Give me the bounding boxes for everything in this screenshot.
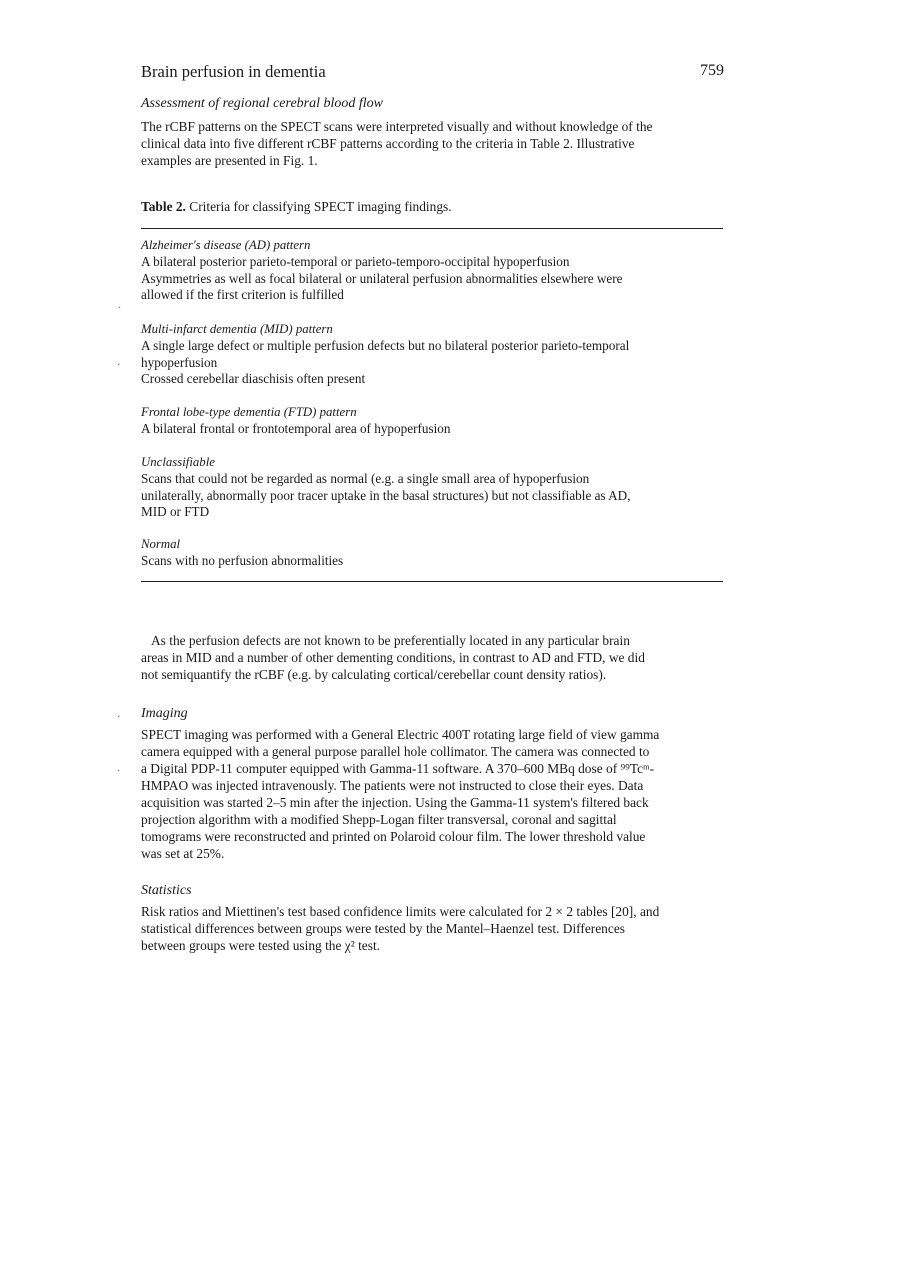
section-heading: Unclassifiable (141, 455, 215, 469)
table-caption-label: Table 2. (141, 199, 186, 214)
imaging-section (141, 706, 723, 862)
scan-speck: · (117, 360, 121, 371)
statistics-line: between groups were tested using the χ² test. (141, 938, 381, 953)
section-heading: Alzheimer's disease (AD) pattern (141, 238, 311, 252)
semiquant-line: areas in MID and a number of other dementing conditions, in contrast to AD and FTD, we did (141, 650, 645, 665)
imaging-line: was set at 25%. (141, 846, 225, 861)
table-caption-text: Criteria for classifying SPECT imaging findings. (189, 199, 452, 214)
imaging-line: camera equipped with a general purpose parallel hole collimator. The camera was connected to (141, 744, 650, 759)
imaging-line: HMPAO was injected intravenously. The patients were not instructed to close their eyes. Data (141, 778, 644, 793)
table-section-mid (141, 321, 723, 388)
running-title: Brain perfusion in dementia (141, 62, 326, 81)
imaging-line: projection algorithm with a modified Shepp-Logan filter transversal, coronal and sagittal (141, 812, 617, 827)
page-number: 759 (700, 62, 724, 79)
table-section-ad (141, 237, 723, 304)
section-line: hypoperfusion (141, 354, 218, 370)
assessment-line: clinical data into five different rCBF patterns according to the criteria in Table 2. Illustrative (141, 136, 635, 151)
scan-speck: · (117, 712, 121, 723)
table-bottom-rule (141, 581, 723, 582)
table-section-ftd (141, 404, 723, 438)
statistics-heading: Statistics (141, 883, 192, 898)
section-line: A bilateral posterior parieto-temporal or parieto-temporo-occipital hypoperfusion (141, 254, 570, 269)
table-top-rule (141, 228, 723, 229)
statistics-line: Risk ratios and Miettinen's test based confidence limits were calculated for 2 × 2 tables [20], and (141, 904, 660, 919)
table-section-unclassifiable (141, 454, 723, 521)
section-heading: Normal (141, 537, 181, 551)
table-section-normal (141, 536, 723, 570)
imaging-line: tomograms were reconstructed and printed on Polaroid colour film. The lower threshold value (141, 829, 646, 844)
section-heading: Frontal lobe-type dementia (FTD) pattern (141, 405, 357, 419)
imaging-line: SPECT imaging was performed with a General Electric 400T rotating large field of view gamma (141, 727, 660, 742)
running-header (141, 62, 724, 86)
assessment-line: examples are presented in Fig. 1. (141, 153, 318, 168)
section-line: Scans that could not be regarded as normal (e.g. a single small area of hypoperfusion (141, 471, 590, 486)
section-heading: Multi-infarct dementia (MID) pattern (141, 322, 333, 336)
statistics-section (141, 883, 723, 954)
assessment-section (141, 96, 723, 169)
semiquant-line: not semiquantify the rCBF (e.g. by calculating cortical/cerebellar count density ratios). (141, 667, 607, 682)
scan-speck: · (118, 303, 122, 314)
section-line: A single large defect or multiple perfusion defects but no bilateral posterior parieto-temporal (141, 338, 630, 353)
section-line: Crossed cerebellar diaschisis often present (141, 371, 366, 386)
table-caption (141, 199, 452, 215)
statistics-line: statistical differences between groups were tested by the Mantel–Haenzel test. Differences (141, 921, 625, 936)
semiquant-line: As the perfusion defects are not known to be preferentially located in any particular brain (151, 633, 630, 648)
imaging-line: a Digital PDP-11 computer equipped with Gamma-11 software. A 370–600 MBq dose of ⁹⁹Tcᵐ- (141, 761, 655, 776)
assessment-heading: Assessment of regional cerebral blood flow (141, 96, 383, 111)
section-line: MID or FTD (141, 504, 210, 519)
semiquant-paragraph (141, 632, 723, 683)
scan-speck: · (117, 766, 121, 777)
section-line: allowed if the first criterion is fulfilled (141, 287, 344, 302)
section-line: Asymmetries as well as focal bilateral or unilateral perfusion abnormalities elsewhere were (141, 270, 623, 286)
imaging-heading: Imaging (141, 706, 188, 721)
section-line: unilaterally, abnormally poor tracer uptake in the basal structures) but not classifiable as AD, (141, 487, 631, 503)
section-line: Scans with no perfusion abnormalities (141, 553, 344, 568)
assessment-line: The rCBF patterns on the SPECT scans were interpreted visually and without knowledge of the (141, 119, 653, 134)
imaging-line: acquisition was started 2–5 min after the injection. Using the Gamma-11 system's filtered back (141, 795, 649, 810)
section-line: A bilateral frontal or frontotemporal area of hypoperfusion (141, 421, 451, 436)
